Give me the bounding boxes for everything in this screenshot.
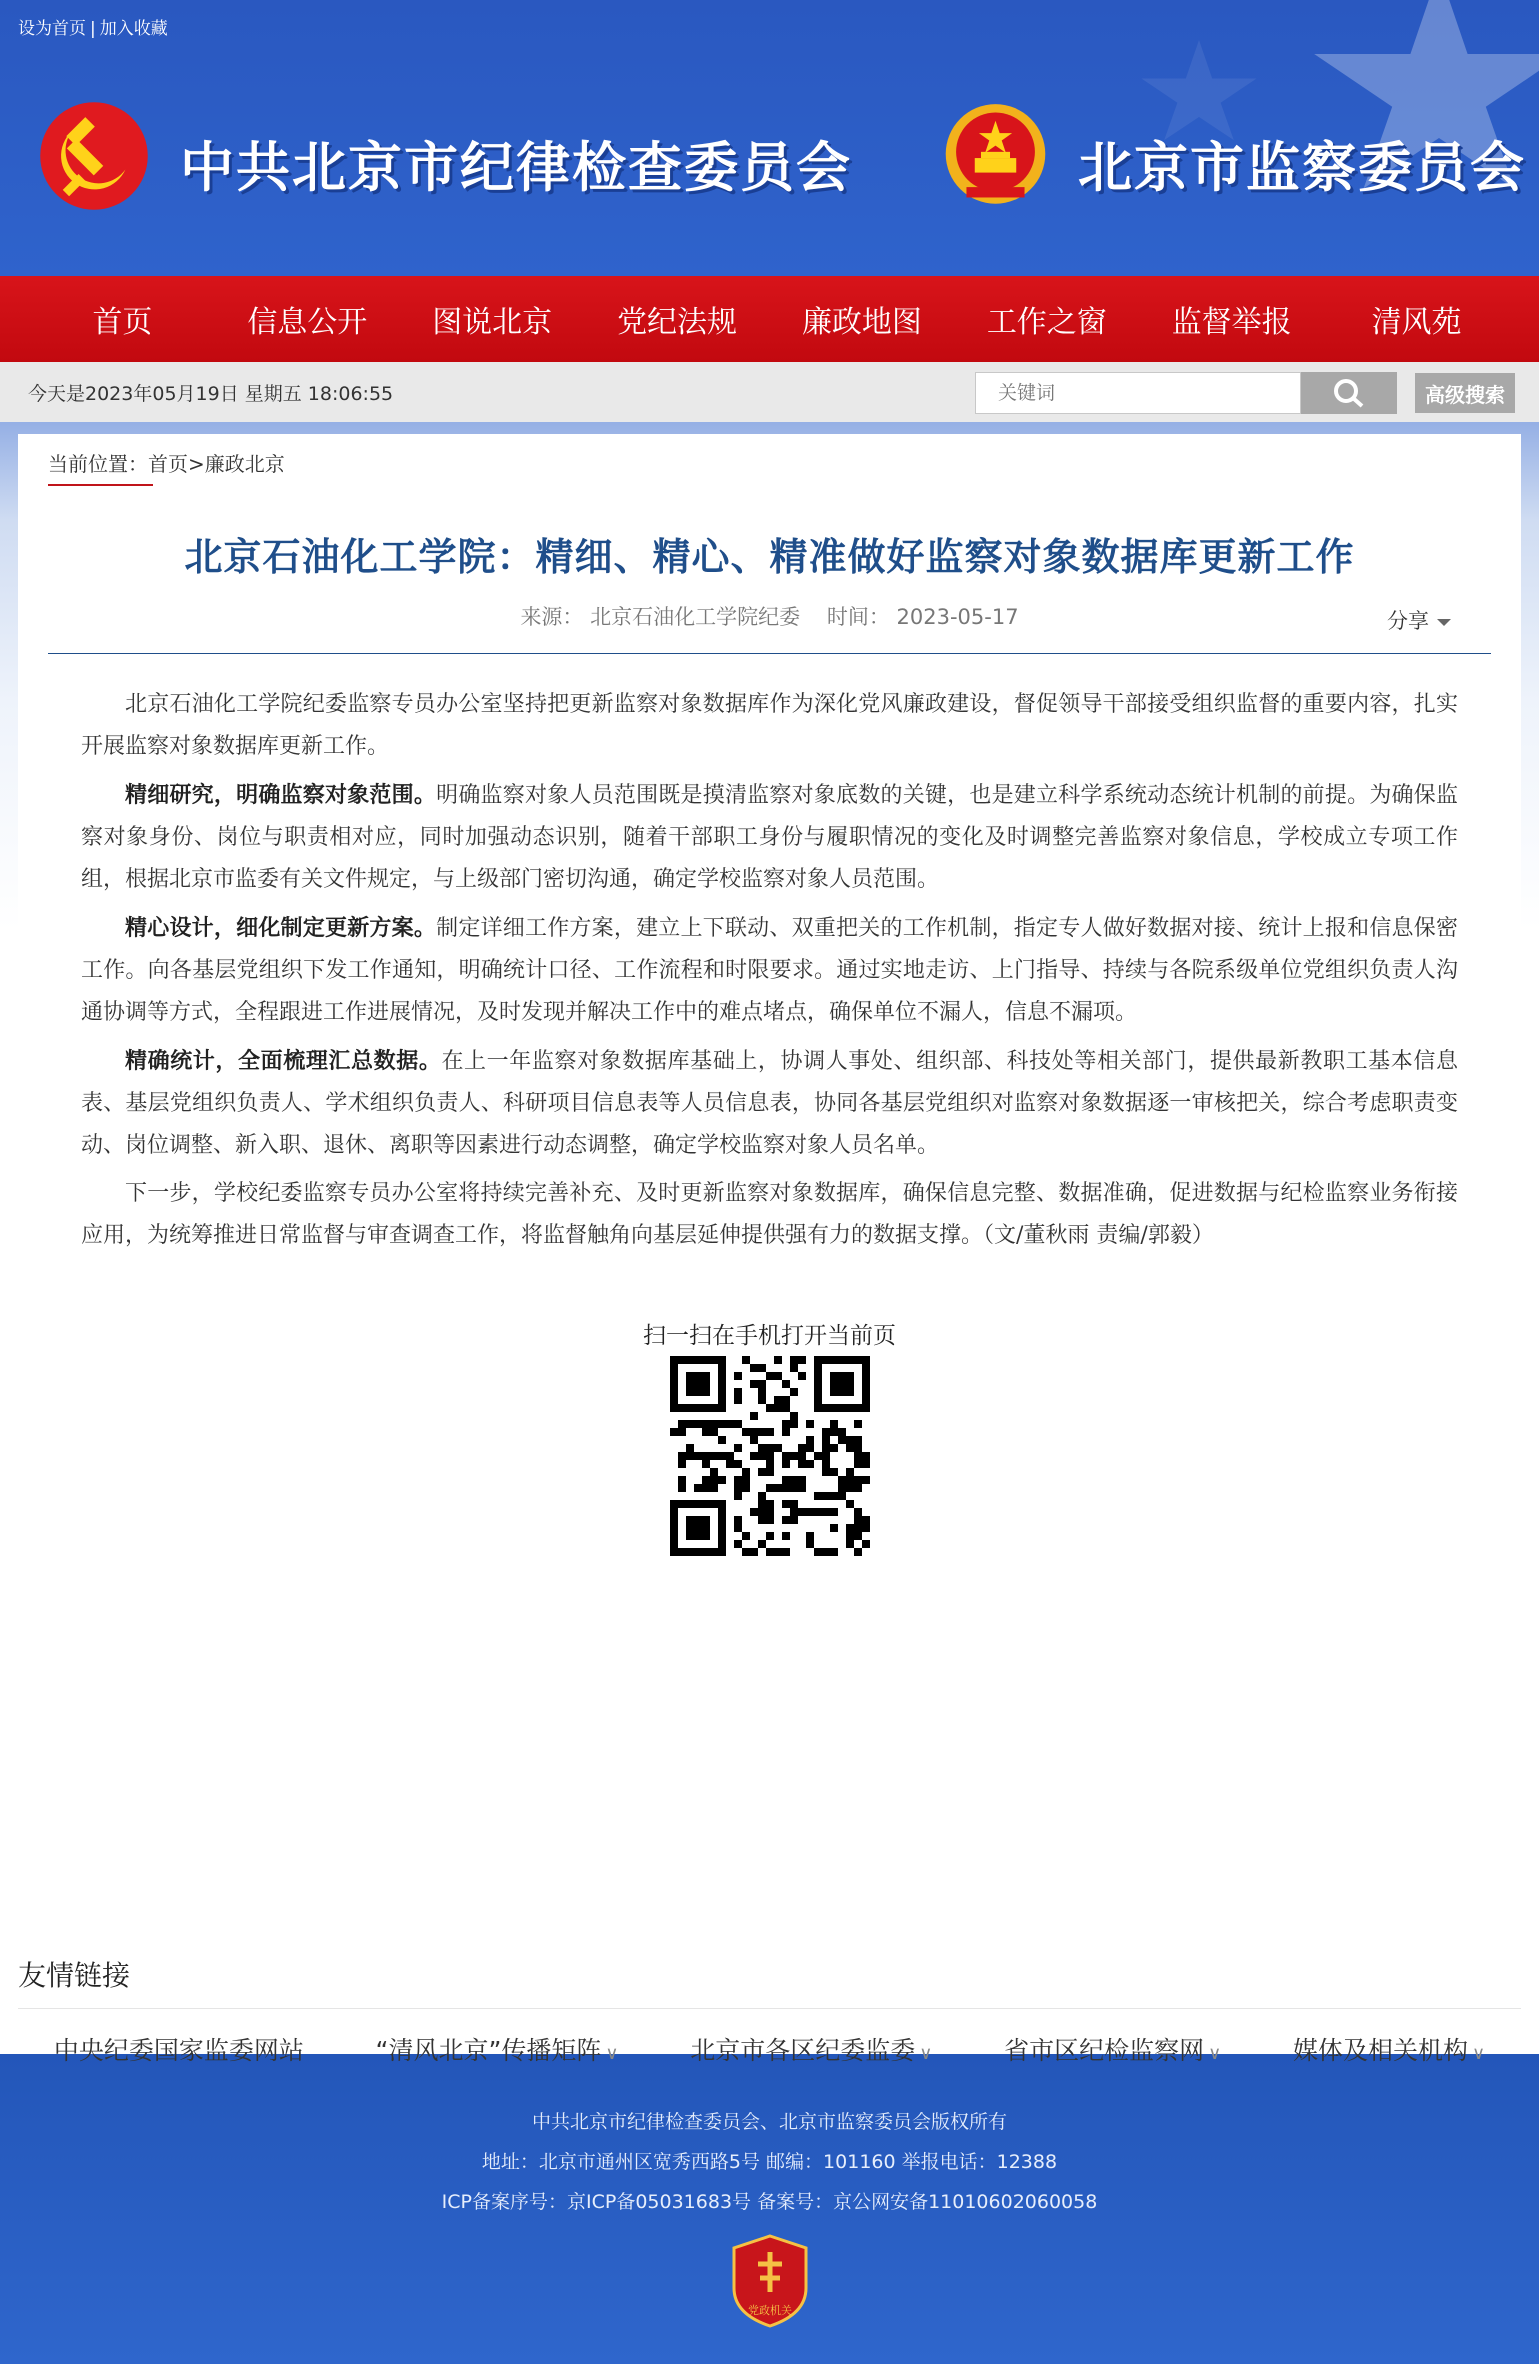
breadcrumb-underline [48, 484, 153, 486]
link-ccdi[interactable] [54, 2031, 304, 2067]
nav-item-qingfeng[interactable]: 清风苑 [1371, 305, 1462, 340]
article-paragraph [81, 907, 1458, 1034]
paragraph-text: 下一步，学校纪委监察专员办公室将持续完善补充、及时更新监察对象数据库，确保信息完整、数据准确，促进数据与纪检监察业务衔接应用，为统筹推进日常监督与审查调查工作，将监督触角向基层延伸提供强有力的数据支撑。（文/董秋雨 责编/郭毅） [81, 1181, 1458, 1248]
link-media-label: 媒体及相关机构 [1292, 2036, 1468, 2065]
nav-item-picture-beijing[interactable]: 图说北京 [432, 305, 553, 340]
time-label: 时间： [826, 605, 890, 629]
article-date: 2023-05-17 [896, 605, 1019, 629]
paragraph-text: 明确监察对象人员范围既是摸清监察对象底数的关键，也是建立科学系统动态统计机制的前提。为确保监察对象身份、岗位与职责相对应，同时加强动态识别，随着干部职工身份与履职情况的变化及时调整完善监察对象信息，学校成立专项工作组，根据北京市监委有关文件规定，与上级部门密切沟通，确定学校监察对象人员范围。 [81, 783, 1458, 892]
link-qingfeng-label: “清风北京”传播矩阵 [375, 2036, 602, 2065]
breadcrumb-prefix: 当前位置： [48, 452, 148, 476]
article-paragraph [81, 684, 1458, 768]
nav-item-info-disclosure[interactable]: 信息公开 [247, 305, 368, 340]
party-government-badge-icon [730, 2234, 810, 2328]
nav-item-home[interactable]: 首页 [92, 305, 153, 340]
footer-copyright: 中共北京市纪律检查委员会、北京市监察委员会版权所有 [531, 2111, 1007, 2133]
nav-item-work-window[interactable]: 工作之窗 [986, 305, 1107, 340]
share-button[interactable] [1387, 605, 1451, 635]
paragraph-heading: 精心设计，细化制定更新方案。 [125, 915, 437, 941]
party-emblem-icon [38, 100, 150, 212]
nav-item-report[interactable]: 监督举报 [1171, 305, 1292, 340]
link-ccdi-label: 中央纪委国家监委网站 [53, 2036, 304, 2065]
breadcrumb-current-link[interactable]: 廉政北京 [204, 452, 285, 476]
current-date: 今天是2023年05月19日 星期五 18:06:55 [28, 382, 394, 405]
chevron-down-icon: ∨ [1208, 2043, 1222, 2064]
paragraph-text: 北京石油化工学院纪委监察专员办公室坚持把更新监察对象数据库作为深化党风廉政建设，督促领导干部接受组织监督的重要内容，扎实开展监察对象数据库更新工作。 [81, 692, 1458, 759]
set-homepage-link[interactable]: 设为首页 [18, 19, 86, 39]
footer-address: 地址：北京市通州区宽秀西路5号 邮编：101160 举报电话：12388 [481, 2151, 1058, 2173]
friend-links [0, 1954, 1539, 2089]
breadcrumb-separator: > [188, 452, 205, 476]
source-label: 来源： [520, 605, 584, 629]
main-content [18, 434, 1521, 1834]
share-label: 分享 [1387, 609, 1429, 633]
link-qingfeng-matrix[interactable] [376, 2031, 619, 2067]
breadcrumb [48, 434, 1491, 488]
article-paragraph [81, 1040, 1458, 1167]
top-links [18, 14, 168, 39]
national-emblem-icon [943, 100, 1048, 212]
chevron-down-icon: ∨ [1471, 2043, 1486, 2064]
paragraph-text: 制定详细工作方案，建立上下联动、双重把关的工作机制，指定专人做好数据对接、统计上报和信息保密工作。向各基层党组织下发工作通知，明确统计口径、工作流程和时限要求。通过实地走访、上门指导、持续与各院系级单位党组织负责人沟通协调等方式，全程跟进工作进展情况，及时发现并解决工作中的难点堵点，确保单位不漏人，信息不漏项。 [81, 916, 1458, 1025]
breadcrumb-home-link[interactable]: 首页 [148, 452, 188, 476]
search-input[interactable] [975, 372, 1301, 414]
article-title: 北京石油化工学院：精细、精心、精准做好监察对象数据库更新工作 [184, 535, 1355, 579]
footer-icp: ICP备案序号：京ICP备05031683号 备案号：京公网安备11010602060058 [441, 2191, 1098, 2213]
article-paragraph [81, 1173, 1458, 1257]
link-media[interactable] [1293, 2031, 1485, 2067]
qr-section [48, 1317, 1491, 1560]
chevron-down-icon: ∨ [605, 2043, 619, 2064]
site-header [0, 0, 1539, 276]
friend-links-row [18, 2009, 1521, 2089]
qr-code-icon [670, 1356, 870, 1556]
nav-item-integrity-map[interactable]: 廉政地图 [801, 305, 922, 340]
article-body [48, 654, 1491, 1257]
party-government-badge[interactable] [730, 2234, 810, 2328]
search-box [975, 372, 1515, 414]
link-provincial-label: 省市区纪检监察网 [1004, 2036, 1205, 2065]
link-separator: | [90, 19, 96, 39]
info-bar [0, 362, 1539, 422]
main-nav [0, 276, 1539, 362]
nav-item-party-regulations[interactable]: 党纪法规 [617, 305, 738, 340]
cpc-discipline-title: 中共北京市纪律检查委员会 [180, 136, 852, 199]
advanced-search-button[interactable]: 高级搜索 [1415, 373, 1515, 413]
supervision-committee-title: 北京市监察委员会 [1078, 136, 1526, 199]
paragraph-heading: 精细研究，明确监察对象范围。 [125, 782, 437, 808]
chevron-down-icon: ∨ [919, 2043, 933, 2064]
paragraph-text: 在上一年监察对象数据库基础上，协调人事处、组织部、科技处等相关部门，提供最新教职工基本信息表、基层党组织负责人、学术组织负责人、科研项目信息表等人员信息表，协同各基层党组织对监察对象数据逐一审核把关，综合考虑职责变动、岗位调整、新入职、退休、离职等因素进行动态调整，确定学校监察对象人员名单。 [81, 1049, 1458, 1158]
link-provincial-sites[interactable] [1004, 2031, 1221, 2067]
link-district-label: 北京市各区纪委监委 [690, 2036, 916, 2065]
paragraph-heading: 精确统计，全面梳理汇总数据。 [125, 1048, 442, 1074]
site-footer [0, 2054, 1539, 2364]
link-district-commissions[interactable] [690, 2031, 932, 2067]
article-meta [48, 601, 1491, 641]
search-icon [1332, 378, 1366, 408]
badge-text: 党政机关 [747, 2304, 792, 2317]
friend-links-heading: 友情链接 [18, 1954, 1521, 2009]
qr-caption: 扫一扫在手机打开当前页 [643, 1323, 896, 1349]
article-paragraph [81, 774, 1458, 901]
caret-down-icon [1437, 619, 1451, 626]
article-source: 北京石油化工学院纪委 [590, 605, 801, 629]
add-favorite-link[interactable]: 加入收藏 [99, 19, 168, 39]
search-button[interactable] [1301, 372, 1397, 414]
